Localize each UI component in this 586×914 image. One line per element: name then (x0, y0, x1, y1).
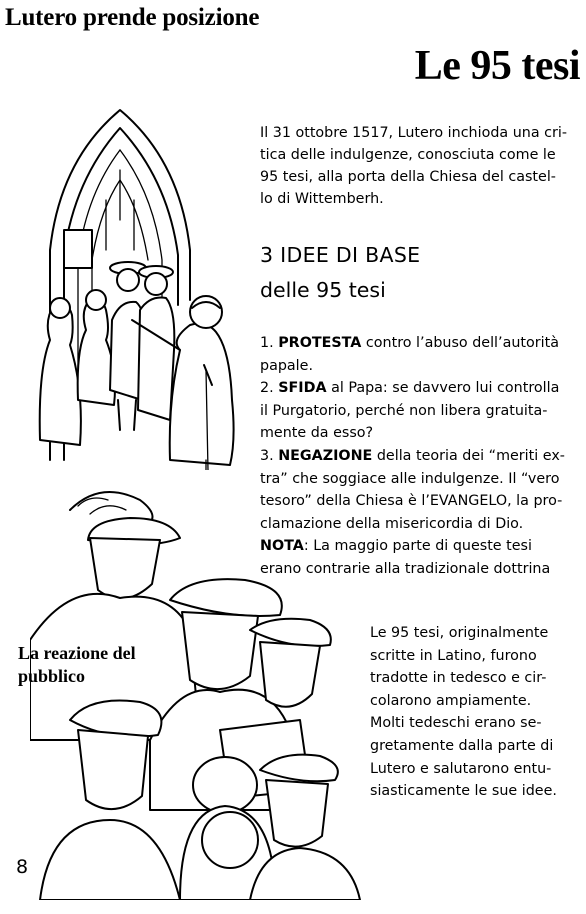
ideas-subtitle: delle 95 tesi (260, 278, 386, 302)
intro-line: lo di Wittemberh. (260, 191, 384, 207)
section-header: Lutero prende posizione (5, 4, 260, 31)
idea-text: papale. (260, 357, 313, 374)
idea-item-2 (260, 377, 580, 445)
idea-item-1 (260, 332, 580, 377)
idea-keyword: SFIDA (278, 380, 327, 397)
idea-number: 3. (260, 447, 274, 464)
intro-line: 95 tesi, alla porta della Chiesa del castel- (260, 169, 556, 185)
page-title: Le 95 tesi (414, 43, 580, 89)
idea-text: contro l’abuso dell’autorità (361, 335, 559, 351)
note-label: NOTA (260, 538, 304, 555)
idea-keyword: NEGAZIONE (278, 447, 373, 464)
reaction-heading-line: pubblico (18, 666, 86, 686)
idea-text: al Papa: se davvero lui controlla (326, 380, 560, 397)
idea-keyword: PROTESTA (278, 335, 362, 351)
reaction-line: gretamente dalla parte di (370, 737, 554, 754)
idea-text: tesoro” della Chiesa è l’EVANGELO, la pro- (260, 493, 563, 510)
intro-line: Il 31 ottobre 1517, Lutero inchioda una cri- (260, 125, 568, 141)
idea-text: tra” che soggiace alle indulgenze. Il “vero (260, 470, 560, 487)
reaction-line: Lutero e salutarono entu- (370, 760, 552, 777)
luther-at-church-door-illustration (20, 100, 255, 470)
idea-text: clamazione della misericordia di Dio. (260, 515, 524, 532)
page-number: 8 (16, 856, 29, 878)
reaction-heading (18, 642, 136, 688)
idea-number: 2. (260, 380, 274, 397)
reaction-line: siasticamente le sue idee. (370, 783, 557, 800)
idea-text: il Purgatorio, perché non libera gratuita- (260, 402, 548, 419)
ideas-title: 3 IDEE DI BASE (260, 243, 421, 267)
crowd-reading-theses-illustration (30, 480, 375, 900)
reaction-line: colarono ampiamente. (370, 692, 532, 709)
reaction-paragraph (370, 622, 580, 803)
reaction-line: scritte in Latino, furono (370, 647, 537, 664)
idea-number: 1. (260, 335, 274, 351)
reaction-heading-line: La reazione del (18, 643, 136, 663)
reaction-line: tradotte in tedesco e cir- (370, 670, 547, 687)
note-text: : La maggio parte di queste tesi (303, 538, 532, 555)
intro-line: tica delle indulgenze, conosciuta come le (260, 147, 556, 163)
idea-text: mente da esso? (260, 425, 374, 442)
idea-text: della teoria dei “meriti ex- (372, 447, 565, 464)
reaction-line: Molti tedeschi erano se- (370, 715, 542, 732)
note-text: erano contrarie alla tradizionale dottrina (260, 560, 551, 577)
intro-paragraph (260, 122, 578, 210)
reaction-line: Le 95 tesi, originalmente (370, 625, 549, 641)
